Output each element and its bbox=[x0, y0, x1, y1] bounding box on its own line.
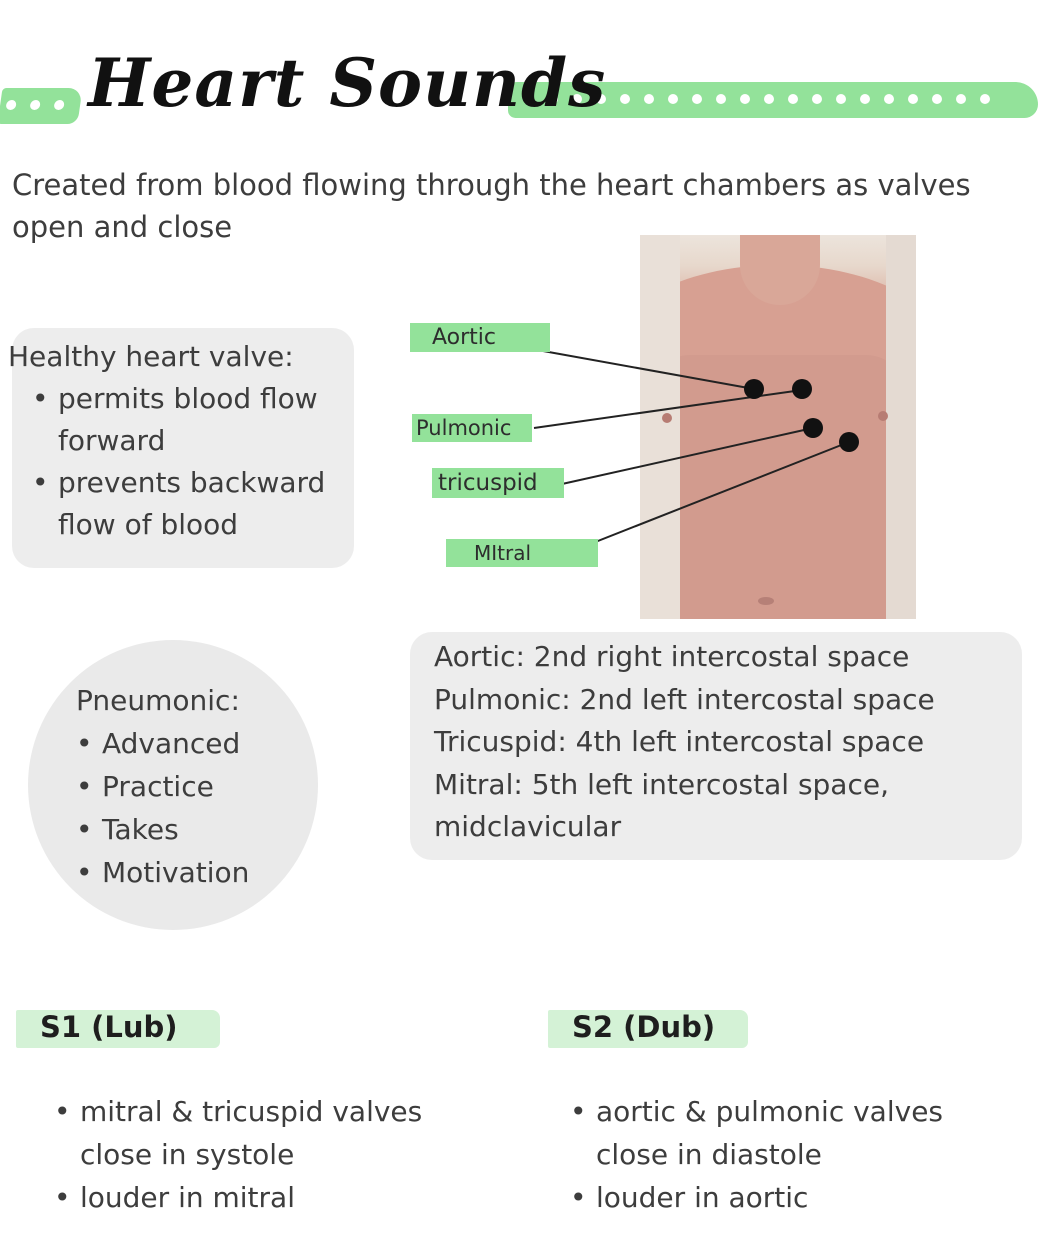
location-line: Mitral: 5th left intercostal space, bbox=[434, 767, 889, 801]
decor-dot bbox=[53, 100, 64, 110]
s1-list bbox=[52, 1090, 492, 1219]
s2-heading: S2 (Dub) bbox=[572, 1010, 716, 1044]
list-item: • Advanced bbox=[74, 722, 314, 765]
decor-dot bbox=[29, 100, 40, 110]
s2-list bbox=[568, 1090, 1008, 1219]
title-brush-left bbox=[0, 88, 83, 124]
list-item: • Takes bbox=[74, 808, 314, 851]
decor-dot bbox=[740, 94, 750, 104]
healthy-valve-list bbox=[30, 378, 360, 546]
decor-dot bbox=[644, 94, 654, 104]
locations-list bbox=[434, 636, 1024, 849]
s1-heading: S1 (Lub) bbox=[40, 1010, 178, 1044]
list-item: • Practice bbox=[74, 765, 314, 808]
chest-photo bbox=[640, 235, 916, 619]
label-mitral: MItral bbox=[446, 539, 598, 567]
label-aortic: Aortic bbox=[410, 323, 550, 352]
decor-dot bbox=[836, 94, 846, 104]
decor-dot bbox=[956, 94, 966, 104]
decor-dot bbox=[884, 94, 894, 104]
decor-dot bbox=[980, 94, 990, 104]
decor-dot bbox=[932, 94, 942, 104]
location-line: midclavicular bbox=[434, 810, 622, 843]
location-line: Pulmonic: 2nd left intercostal space bbox=[434, 682, 935, 716]
decor-dot bbox=[764, 94, 774, 104]
mnemonic-title: Pneumonic: bbox=[76, 684, 240, 717]
list-item: • louder in mitral bbox=[52, 1176, 492, 1219]
list-item: • Motivation bbox=[74, 851, 314, 894]
list-item: • permits blood flow forward bbox=[30, 378, 360, 462]
decor-dot bbox=[860, 94, 870, 104]
label-pulmonic: Pulmonic bbox=[412, 414, 532, 442]
decor-dot bbox=[620, 94, 630, 104]
list-item: • prevents backward flow of blood bbox=[30, 462, 360, 546]
list-item: • louder in aortic bbox=[568, 1176, 1008, 1219]
decor-dot bbox=[812, 94, 822, 104]
mnemonic-list bbox=[74, 722, 314, 894]
location-line: Aortic: 2nd right intercostal space bbox=[434, 640, 910, 673]
list-item: • aortic & pulmonic valves close in diastole bbox=[568, 1090, 1008, 1176]
label-tricuspid: tricuspid bbox=[432, 468, 564, 498]
decor-dot bbox=[668, 94, 678, 104]
healthy-valve-title: Healthy heart valve: bbox=[8, 340, 294, 373]
decor-dot bbox=[908, 94, 918, 104]
page-title: Heart Sounds bbox=[88, 44, 607, 122]
decor-dot bbox=[5, 100, 16, 110]
decor-dot bbox=[788, 94, 798, 104]
location-line: Tricuspid: 4th left intercostal space bbox=[434, 725, 925, 758]
intro-text: Created from blood flowing through the heart chambers as valves open and close bbox=[12, 168, 971, 244]
list-item: • mitral & tricuspid valves close in systole bbox=[52, 1090, 492, 1176]
decor-dot bbox=[716, 94, 726, 104]
decor-dot bbox=[692, 94, 702, 104]
